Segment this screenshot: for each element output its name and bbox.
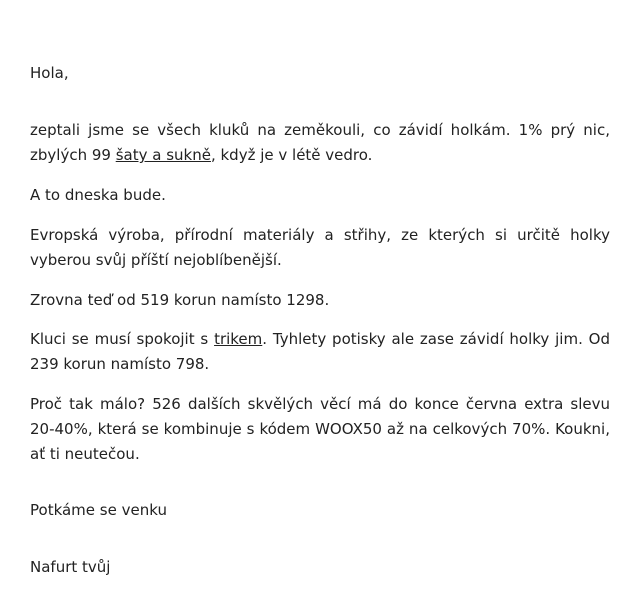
- paragraph-dresses: [30, 118, 610, 168]
- dresses-skirts-link[interactable]: šaty a sukně: [115, 146, 211, 164]
- closing-line: Potkáme se venku: [30, 501, 167, 519]
- paragraph-tshirts: [30, 327, 610, 377]
- tshirt-link[interactable]: trikem: [214, 330, 263, 348]
- paragraph-text: , když je v létě vedro.: [210, 146, 373, 164]
- paragraph-price: Zrovna teď od 519 korun namísto 1298.: [30, 291, 330, 309]
- greeting: Hola,: [30, 64, 69, 82]
- paragraph-materials: Evropská výroba, přírodní materiály a střihy, ze kterých si určitě holky vyberou svůj příští nejoblíbenější.: [30, 226, 610, 269]
- paragraph-today: A to dneska bude.: [30, 186, 166, 204]
- paragraph-text: zeptali jsme se všech kluků na zeměkouli, co závidí holkám. 1% prý nic, zbylých 99: [30, 121, 610, 164]
- signature: Nafurt tvůj: [30, 558, 111, 576]
- paragraph-text: . Tyhlety potisky ale zase závidí holky jim. Od 239 korun namísto 798.: [30, 330, 610, 373]
- paragraph-discount: Proč tak málo? 526 dalších skvělých věcí má do konce června extra slevu 20-40%, která se kombinuje s kódem WOOX50 až na celkových 70%. Koukni, ať ti neutečou.: [30, 395, 610, 463]
- paragraph-text: Kluci se musí spokojit s: [30, 330, 215, 348]
